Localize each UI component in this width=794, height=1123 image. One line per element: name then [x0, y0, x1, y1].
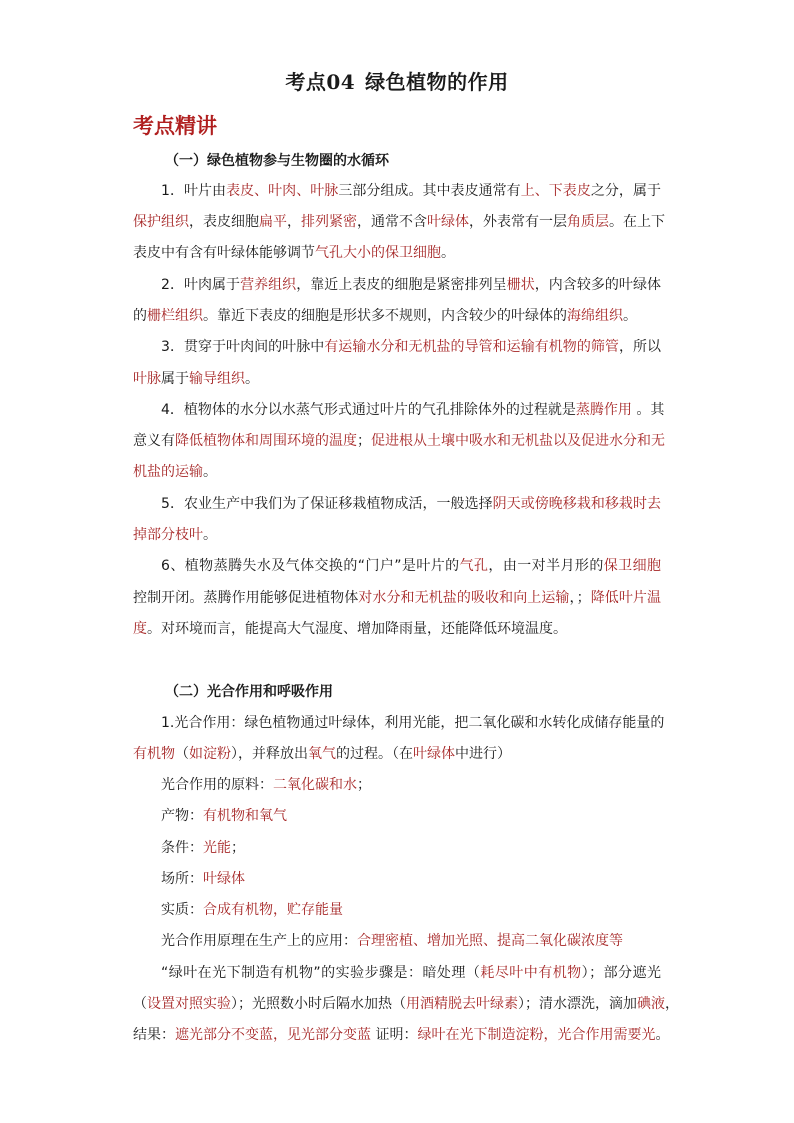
- highlight-term: 叶绿体: [203, 871, 245, 887]
- highlight-term: 叶绿体: [413, 746, 455, 762]
- text-line-l17: [133, 744, 661, 764]
- text-line-l15: [133, 619, 661, 639]
- highlight-term: 输导组织: [189, 371, 245, 387]
- highlight-term: 有机物: [133, 746, 175, 762]
- text-segment: 4．植物体的水分以水蒸气形式通过叶片的气孔排除体外的过程就是: [161, 402, 576, 418]
- text-segment: 实质：: [161, 902, 203, 918]
- highlight-term: 遮光部分不变蓝，见光部分变蓝: [175, 1027, 371, 1043]
- text-line-l16: [161, 713, 665, 733]
- page-title: [0, 66, 794, 95]
- highlight-term: 海绵组织: [567, 308, 623, 324]
- text-segment: ）；部分遮光: [581, 965, 661, 981]
- text-segment: ，通常不含: [357, 214, 427, 230]
- text-line-l4: [161, 275, 661, 295]
- highlight-term: 保护组织: [133, 214, 189, 230]
- text-segment: ；: [357, 777, 371, 793]
- text-line-l24: [161, 963, 661, 983]
- text-segment: ，: [287, 214, 301, 230]
- highlight-term: 碘液: [637, 996, 665, 1012]
- text-line-l13: [161, 556, 661, 576]
- highlight-term: 耗尽叶中有机物: [480, 965, 582, 981]
- text-segment: 。对环境而言，能提高大气湿度、增加降雨量，还能降低环境温度。: [147, 621, 567, 637]
- text-segment: 1.光合作用：绿色植物通过叶绿体，利用光能，把二氧化碳和水转化成储存能量的: [161, 715, 665, 731]
- text-line-l26: [133, 1025, 670, 1045]
- subheading-photosynthesis: （二）光合作用和呼吸作用: [165, 684, 333, 700]
- highlight-term: 氧气: [308, 746, 336, 762]
- text-segment: 2．叶肉属于: [161, 277, 241, 293]
- text-segment: 产物：: [161, 808, 203, 824]
- text-line-l12: [133, 525, 661, 545]
- highlight-term: 角质层: [567, 214, 609, 230]
- text-segment: 。在上下: [609, 214, 665, 230]
- highlight-term: 降低叶片温: [590, 590, 662, 606]
- highlight-term: ，光合作用需要光: [543, 1027, 656, 1043]
- highlight-term: 绿叶在光下制造淀粉: [417, 1027, 544, 1043]
- highlight-term: 营养组织: [240, 277, 297, 293]
- text-segment: 。: [655, 1027, 670, 1043]
- highlight-term: 蒸腾作用: [575, 402, 632, 418]
- text-segment: 之分，属于: [590, 183, 661, 199]
- text-segment: “绿叶在光下制造有机物”的实验步骤是：暗处理（: [161, 965, 481, 981]
- text-segment: 。: [203, 527, 217, 543]
- text-line-l3: [133, 243, 661, 263]
- text-segment: （: [175, 746, 189, 762]
- text-line-l9: [133, 431, 665, 451]
- highlight-term: 机盐的运输: [133, 464, 203, 480]
- text-segment: 。其: [631, 402, 665, 418]
- text-line-l20: [161, 838, 661, 858]
- highlight-term: 用酒精脱去叶绿素: [406, 996, 518, 1012]
- text-segment: ；: [231, 840, 245, 856]
- title-prefix: 考点: [285, 70, 327, 94]
- text-line-l14: [133, 588, 661, 608]
- highlight-term: 有机物和氧气: [203, 808, 287, 824]
- highlight-term: 表皮、叶肉、叶脉: [226, 183, 339, 199]
- text-segment: ）；光照数小时后隔水加热（: [231, 996, 406, 1012]
- text-segment: 。: [441, 245, 455, 261]
- highlight-term: 降低植物体和周围环境的温度: [175, 433, 357, 449]
- highlight-term: 合理密植、增加光照、提高二氧化碳浓度等: [357, 933, 623, 949]
- text-segment: 条件：: [161, 840, 203, 856]
- text-segment: ，所以: [618, 339, 661, 355]
- highlight-term: 排列紧密: [301, 214, 357, 230]
- highlight-term: 保卫细胞: [603, 558, 662, 574]
- highlight-term: 二氧化碳和水: [273, 777, 357, 793]
- text-segment: 中进行）: [455, 746, 511, 762]
- text-segment: 。: [623, 308, 637, 324]
- highlight-term: 上、下表皮: [520, 183, 591, 199]
- text-segment: 光合作用的原料：: [161, 777, 273, 793]
- highlight-term: 合成有机物，贮存能量: [203, 902, 343, 918]
- highlight-term: 栅栏组织: [147, 308, 203, 324]
- highlight-term: 设置对照实验: [147, 996, 231, 1012]
- text-segment: 控制开闭。蒸腾作用能够促进植物体: [133, 590, 359, 606]
- text-segment: ，内含较多的叶绿体: [534, 277, 661, 293]
- text-segment: ，表皮细胞: [189, 214, 259, 230]
- text-segment: 3．贯穿于叶肉间的叶脉中: [161, 339, 325, 355]
- text-segment: 意义有: [133, 433, 175, 449]
- text-line-l2: [133, 212, 665, 232]
- text-segment: ）；清水漂洗，滴加: [518, 996, 637, 1012]
- text-line-l8: [161, 400, 665, 420]
- text-segment: 证明：: [371, 1027, 418, 1043]
- highlight-term: 如淀粉: [189, 746, 231, 762]
- text-segment: 的: [133, 308, 147, 324]
- text-segment: 1．叶片由: [161, 183, 227, 199]
- text-segment: ，靠近上表皮的细胞是紧密排列呈: [296, 277, 507, 293]
- text-line-l11: [161, 494, 661, 514]
- text-segment: 光合作用原理在生产上的应用：: [161, 933, 357, 949]
- highlight-term: 掉部分枝叶: [133, 527, 203, 543]
- text-segment: 6、植物蒸腾失水及气体交换的“门户”是叶片的: [161, 558, 460, 574]
- text-segment: 三部分组成。其中表皮通常有: [338, 183, 521, 199]
- highlight-term: 阴天或傍晚移栽和移栽时去: [492, 496, 661, 512]
- highlight-term: 栅状: [506, 277, 535, 293]
- text-line-l18: [161, 775, 661, 795]
- text-segment: ），并释放出: [231, 746, 308, 762]
- text-line-l22: [161, 900, 661, 920]
- text-segment: 场所：: [161, 871, 203, 887]
- text-segment: ，外表常有一层: [469, 214, 567, 230]
- text-line-l7: [133, 369, 661, 389]
- text-segment: （: [133, 996, 147, 1012]
- text-segment: 。: [245, 371, 259, 387]
- highlight-term: 扁平: [259, 214, 287, 230]
- text-line-l25: [133, 994, 679, 1014]
- text-segment: 结果：: [133, 1027, 175, 1043]
- title-number: 04: [326, 70, 356, 94]
- text-segment: 的过程。（在: [336, 746, 413, 762]
- text-line-l21: [161, 869, 661, 889]
- text-segment: ，由一对半月形的: [488, 558, 604, 574]
- text-segment: 。靠近下表皮的细胞是形状多不规则，内含较少的叶绿体的: [203, 308, 567, 324]
- highlight-term: 气孔大小的保卫细胞: [315, 245, 441, 261]
- text-segment: 。: [203, 464, 217, 480]
- highlight-term: 叶绿体: [427, 214, 469, 230]
- text-segment: 属于: [161, 371, 189, 387]
- highlight-term: 气孔: [459, 558, 489, 574]
- highlight-term: 对水分和无机盐的吸收和向上运输: [358, 590, 570, 606]
- highlight-term: 光能: [203, 840, 231, 856]
- text-line-l23: [161, 931, 661, 951]
- text-segment: 5．农业生产中我们为了保证移栽植物成活，一般选择: [161, 496, 493, 512]
- text-segment: ，: [665, 996, 679, 1012]
- highlight-term: 叶脉: [133, 371, 161, 387]
- text-segment: 表皮中有含有叶绿体能够调节: [133, 245, 315, 261]
- text-line-l5: [133, 306, 661, 326]
- section-heading: 考点精讲: [133, 113, 217, 138]
- title-text: 绿色植物的作用: [365, 70, 509, 94]
- text-segment: ，；: [569, 590, 591, 606]
- text-line-l6: [161, 337, 661, 357]
- subheading-water-cycle: （一）绿色植物参与生物圈的水循环: [165, 153, 389, 169]
- text-line-l1: [161, 181, 661, 201]
- highlight-term: 有运输水分和无机盐的导管和运输有机物的筛管: [324, 339, 619, 355]
- text-segment: ；: [357, 433, 371, 449]
- highlight-term: 度: [133, 621, 147, 637]
- text-line-l10: [133, 462, 661, 482]
- highlight-term: 促进根从土壤中吸水和无机盐以及促进水分和无: [371, 433, 665, 449]
- text-line-l19: [161, 806, 661, 826]
